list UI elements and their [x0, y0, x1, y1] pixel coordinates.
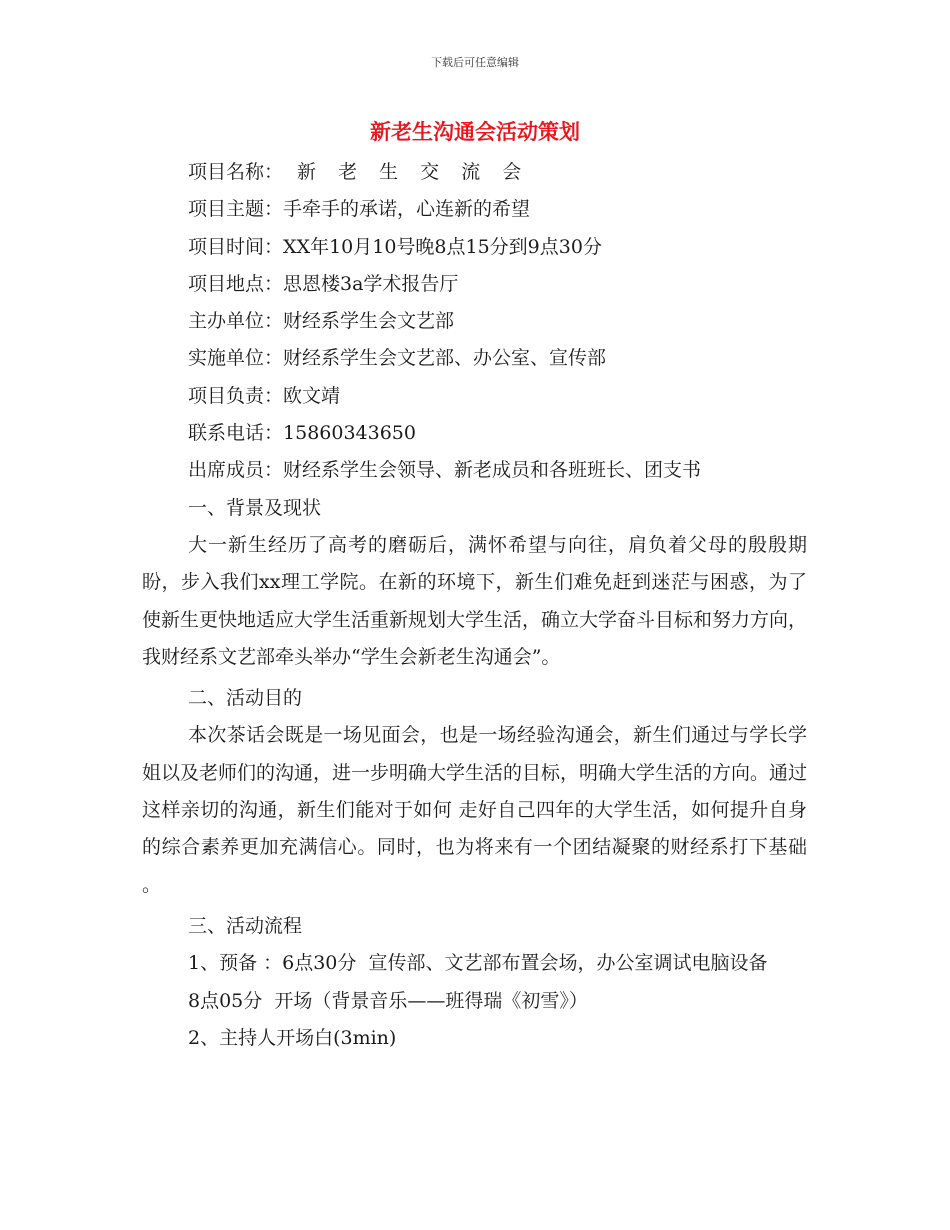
info-value: 手牵手的承诺，心连新的希望 — [283, 198, 531, 221]
info-implementer — [142, 340, 807, 377]
section-text-purpose: 本次茶话会既是一场见面会，也是一场经验沟通会，新生们通过与学长学姐以及老师们的沟通，进一步明确大学生活的目标，明确大学生活的方向。通过这样亲切的沟通，新生们能对于如何 走好自己四年的大学生活，如何提升自身的综合素养更加充满信心。同时，也为将来有一个团结凝聚的财经系打下基础 。 — [142, 724, 808, 896]
section-heading-purpose: 二、活动目的 — [188, 687, 303, 710]
header-note: 下载后可任意编辑 — [431, 56, 519, 69]
info-label: 联系电话： — [188, 422, 284, 445]
info-label: 实施单位： — [188, 347, 284, 370]
section-text-background: 大一新生经历了高考的磨砺后，满怀希望与向往，肩负着父母的殷殷期盼，步入我们xx理工学院。在新的环境下，新生们难免赶到迷茫与困惑，为了使新生更快地适应大学生活重新规划大学生活，确立大学奋斗目标和努力方向，我财经系文艺部牵头举办“学生会新老生沟通会”。 — [142, 533, 808, 668]
info-attendees — [142, 452, 807, 489]
section-heading-background: 一、背景及现状 — [188, 496, 322, 519]
info-label: 项目地点： — [188, 272, 284, 295]
process-step-1b: 8点05分 开场（背景音乐——班得瑞《初雪》） — [188, 989, 588, 1012]
section-heading-process: 三、活动流程 — [188, 914, 303, 937]
info-person-in-charge — [142, 378, 807, 415]
info-project-time — [142, 229, 807, 266]
info-label: 项目时间： — [188, 235, 284, 258]
info-phone — [142, 415, 807, 452]
info-project-theme — [142, 191, 807, 228]
info-value: 欧文靖 — [283, 384, 341, 407]
info-project-name — [142, 154, 807, 191]
info-value: 财经系学生会文艺部、办公室、宣传部 — [283, 347, 607, 370]
info-value: 思恩楼3a学术报告厅 — [283, 272, 459, 295]
info-label: 项目名称： — [188, 161, 284, 183]
process-step-1: 1、预备 ：6点30分 宣传部、文艺部布置会场，办公室调试电脑设备 — [188, 952, 768, 975]
info-value: 财经系学生会文艺部 — [283, 310, 455, 333]
info-label: 出席成员： — [188, 459, 284, 482]
info-value: 财经系学生会领导、新老成员和各班班长、团支书 — [283, 459, 702, 482]
info-project-location — [142, 266, 807, 303]
info-label: 主办单位： — [188, 310, 284, 333]
info-value: 15860343650 — [283, 422, 416, 445]
info-value: XX年10月10号晚8点15分到9点30分 — [283, 235, 602, 258]
info-value: 新 老 生 交 流 会 — [283, 161, 530, 183]
document-title: 新老生沟通会活动策划 — [370, 119, 580, 144]
process-step-2: 2、主持人开场白(3min) — [188, 1026, 397, 1049]
document-body — [142, 154, 807, 1057]
info-label: 项目主题： — [188, 198, 284, 221]
info-label: 项目负责： — [188, 384, 284, 407]
info-organizer — [142, 303, 807, 340]
